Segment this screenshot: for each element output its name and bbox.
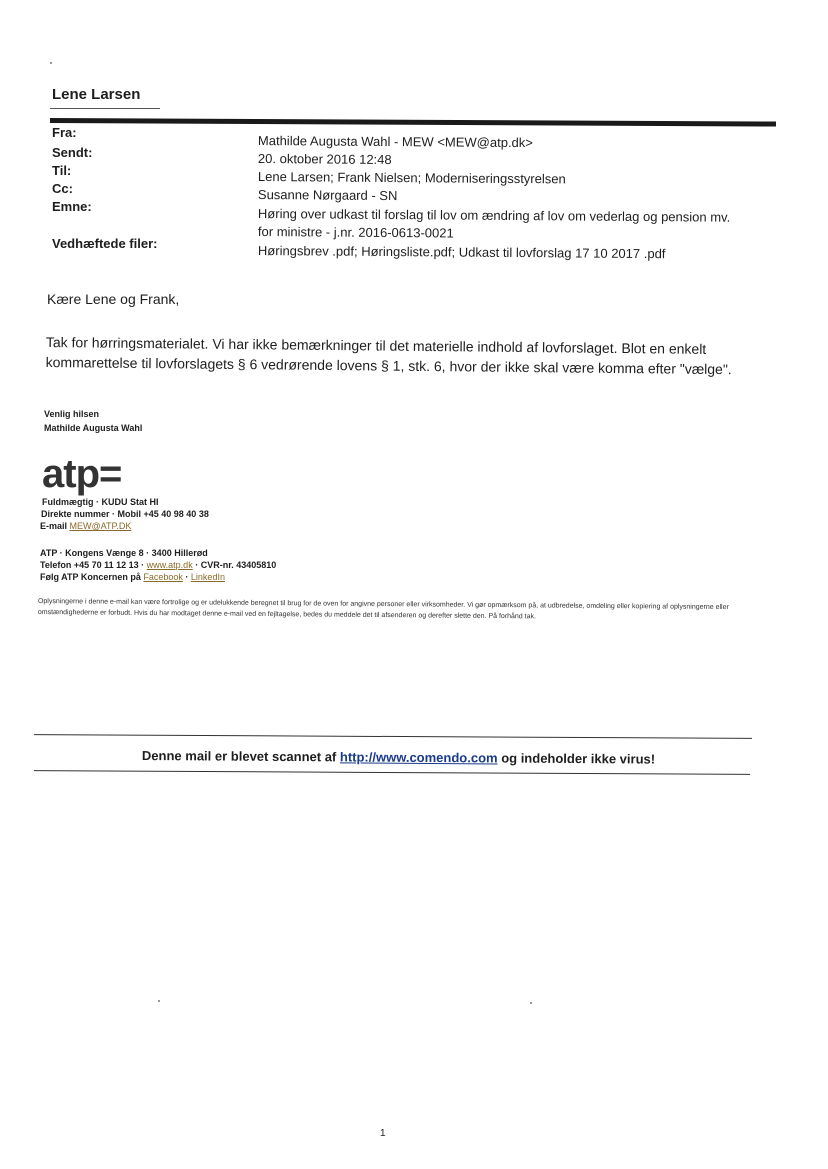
website-link[interactable]: www.atp.dk [146, 560, 193, 570]
scan-speck [158, 1000, 160, 1002]
sent-value: 20. oktober 2016 12:48 [257, 151, 392, 168]
from-value: Mathilde Augusta Wahl - MEW <MEW@atp.dk> [257, 133, 533, 151]
subject-line-1: Høring over udkast til forslag til lov om ændring af lov om vederlag og pension mv. [257, 206, 731, 225]
subject-label: Emne: [52, 199, 92, 214]
disclaimer: Oplysningerne i denne e-mail kan være fortrolige og er udelukkende beregnet til brug for de oven for angivne personer eller virksomheder. Vi gør opmærksom på, at udbredelse, omdeling eller kopiering af oplysningerne eller omstændighederne er forbudt. Hvis du har modtaget denne e-mail ved en fejltagelse, bedes du meddele det til afsenderen og derefter slette den. På forhånd tak. [37, 597, 729, 621]
header-underline [50, 108, 160, 109]
scan-prefix: Denne mail er blevet scannet af [141, 748, 337, 765]
atp-logo: atp= [42, 452, 122, 496]
scan-suffix: og indeholder ikke virus! [501, 750, 656, 767]
scan-rule-top [34, 734, 752, 739]
email-label: E-mail [40, 521, 68, 531]
phone-line [40, 560, 276, 570]
sent-label: Sendt: [52, 145, 93, 160]
cc-value: Susanne Nørgaard - SN [257, 187, 398, 204]
address-line: ATP · Kongens Vænge 8 · 3400 Hillerød [40, 548, 208, 558]
recipient-name-heading: Lene Larsen [52, 86, 141, 103]
linkedin-link[interactable]: LinkedIn [190, 572, 225, 582]
to-label: Til: [52, 163, 72, 178]
email-link[interactable]: MEW@ATP.DK [69, 521, 132, 531]
facebook-link[interactable]: Facebook [143, 572, 183, 582]
scan-speck [530, 1002, 532, 1004]
follow-prefix: Følg ATP Koncernen på [40, 572, 141, 582]
email-line [40, 521, 131, 531]
scan-rule-bottom [34, 770, 750, 775]
cvr-text: · CVR-nr. 43405810 [195, 560, 277, 570]
header-divider [50, 118, 776, 127]
comendo-link[interactable]: http://www.comendo.com [339, 749, 498, 766]
attachments-label: Vedhæftede filer: [52, 236, 158, 251]
phone-prefix: Telefon +45 70 11 12 13 · [40, 560, 145, 570]
direct-line: Direkte nummer · Mobil +45 40 98 40 38 [41, 509, 209, 519]
attachments-value: Høringsbrev .pdf; Høringsliste.pdf; Udkast til lovforslag 17 10 2017 .pdf [257, 243, 666, 262]
cc-label: Cc: [52, 181, 73, 196]
link-separator: · [185, 572, 189, 582]
to-value: Lene Larsen; Frank Nielsen; Moderniseringsstyrelsen [257, 169, 566, 187]
scan-notice [142, 748, 655, 767]
follow-line [40, 572, 225, 582]
subject-line-2: for ministre - j.nr. 2016-0613-0021 [257, 224, 454, 241]
message-paragraph: Tak for hørringsmaterialet. Vi har ikke bemærkninger til det materielle indhold af lovforslaget. Blot en enkelt kommarettelse til lovforslagets § 6 vedrørende lovens § 1, stk. 6, hvor der ikke skal være komma efter "vælge". [45, 333, 732, 378]
title-line: Fuldmægtig · KUDU Stat HI [42, 497, 159, 507]
from-label: Fra: [52, 125, 77, 140]
greeting: Kære Lene og Frank, [47, 291, 180, 307]
signer-name: Mathilde Augusta Wahl [44, 423, 143, 433]
scan-speck [50, 62, 52, 64]
page-number: 1 [380, 1128, 386, 1139]
closing: Venlig hilsen [44, 409, 100, 419]
